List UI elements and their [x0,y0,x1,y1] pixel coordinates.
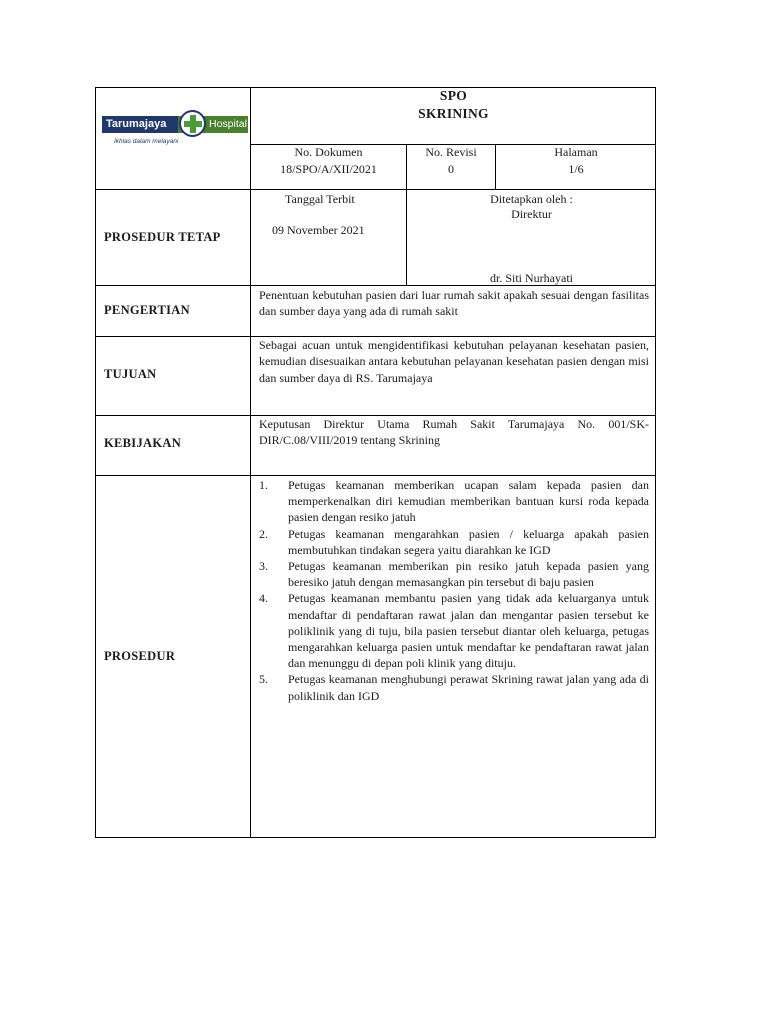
section-label-pengertian: PENGERTIAN [104,303,190,317]
list-item-text: Petugas keamanan mengarahkan pasien / keluarga apakah pasien membutuhkan tindakan segera yaitu diarahkan ke IGD [288,526,649,557]
spo-document [95,87,656,838]
page-value: 1/6 [568,162,584,176]
list-item-number: 4. [259,591,268,606]
section-label-tujuan: TUJUAN [104,367,157,381]
list-item-number: 3. [259,559,268,574]
approver-name: dr. Siti Nurhayati [490,271,573,285]
doc-number-label: No. Dokumen [294,145,363,159]
list-item-text: Petugas keamanan memberikan pin resiko jatuh kepada pasien yang beresiko jatuh dengan memasangkan pin tersebut di baju pasien [288,559,649,590]
list-item-text: Petugas keamanan membantu pasien yang tidak ada keluarganya untuk mendaftar di pendaftaran rawat jalan dan mengantar pasien tersebut ke poliklinik yang di tuju, bila pasien tersebut diantar oleh keluarga, petugas mengarahkan keluarga pasien untuk mendaftar ke pendaftaran rawat jalan dan menunggu di depan poli klinik yang dituju. [288,591,649,671]
hospital-logo [102,110,248,150]
procedure-list [259,477,649,704]
section-label-kebijakan: KEBIJAKAN [104,436,182,450]
doc-number-value: 18/SPO/A/XII/2021 [280,162,377,176]
tujuan-text: Sebagai acuan untuk mengidentifikasi kebutuhan pelayanan kesehatan pasien, kemudian disesuaikan antara kebutuhan pelayanan kesehatan pasien dengan misi dan sumber daya di RS. Tarumajaya [259,338,649,385]
medical-cross-icon [179,110,206,137]
list-item-number: 5. [259,672,268,687]
list-item [259,590,649,671]
list-item [259,558,649,590]
row-divider [96,189,656,190]
list-item [259,477,649,526]
logo-suffix: Hospital [209,118,247,130]
document-type: SPO [439,88,468,103]
issue-date-label: Tanggal Terbit [285,192,355,206]
pengertian-text: Penentuan kebutuhan pasien dari luar rumah sakit apakah sesuai dengan fasilitas dan sumber daya yang ada di rumah sakit [259,288,649,319]
list-item-number: 1. [259,478,268,492]
list-item-text: Petugas keamanan memberikan ucapan salam kepada pasien dan memperkenalkan diri kemudian memberikan bantuan kursi roda kepada pasien dengan resiko jatuh [288,478,649,525]
row-divider [96,475,656,476]
list-item-text: Petugas keamanan menghubungi perawat Skrining rawat jalan yang ada di poliklinik dan IGD [288,672,649,703]
revision-value: 0 [448,162,454,176]
issue-date-value: 09 November 2021 [272,223,365,237]
list-item [259,526,649,558]
list-item-number: 2. [259,526,268,541]
column-divider [250,88,251,838]
section-label-prosedur-tetap: PROSEDUR TETAP [104,230,221,244]
revision-label: No. Revisi [425,145,477,159]
section-label-prosedur: PROSEDUR [104,649,176,663]
approved-by-label: Ditetapkan oleh : [490,192,573,206]
list-item [259,671,649,703]
page-label: Halaman [554,145,598,159]
document-title: SKRINING [418,106,489,121]
kebijakan-text: Keputusan Direktur Utama Rumah Sakit Tarumajaya No. 001/SK-DIR/C.08/VIII/2019 tentang Skrining [259,417,649,448]
approver-role: Direktur [511,207,552,221]
logo-name: Tarumajaya [106,118,167,130]
logo-tagline: Ikhlas dalam melayani [114,138,179,145]
